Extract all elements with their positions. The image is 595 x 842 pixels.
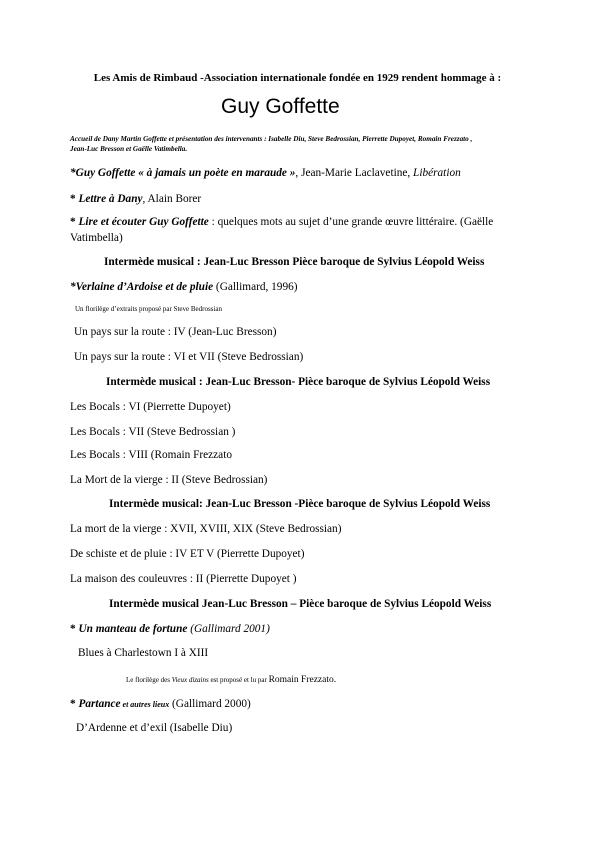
interlude-3: Intermède musical: Jean-Luc Bresson -Pièce baroque de Sylvius Léopold Weiss xyxy=(109,498,491,510)
note-text: Le florilège des xyxy=(126,676,172,684)
item-marker: * xyxy=(70,623,79,635)
item-title: Lire et écouter Guy Goffette xyxy=(78,216,209,228)
item-source: Libération xyxy=(413,167,461,179)
item-title: Partance xyxy=(78,698,121,710)
program-item-lire-cont: Vatimbella) xyxy=(70,232,123,244)
program-item-lire xyxy=(70,215,525,229)
interlude-1: Intermède musical : Jean-Luc Bresson Pièce baroque de Sylvius Léopold Weiss xyxy=(104,256,485,268)
note-title: Vieux dizains xyxy=(171,676,209,684)
reading-line: Les Bocals : VII (Steve Bedrossian ) xyxy=(70,426,236,438)
item-title-small: et autres lieux xyxy=(120,700,170,709)
interlude-4: Intermède musical Jean-Luc Bresson – Pièce baroque de Sylvius Léopold Weiss xyxy=(109,598,492,610)
note-name: Romain Frezzato xyxy=(268,675,334,685)
item-title: Un manteau de fortune xyxy=(78,623,191,635)
note-end: . xyxy=(333,675,337,685)
item-credit-close: ) xyxy=(266,623,270,635)
association-header: Les Amis de Rimbaud -Association internationale fondée en 1929 rendent hommage à : xyxy=(93,72,502,84)
interlude-2: Intermède musical : Jean-Luc Bresson- Pièce baroque de Sylvius Léopold Weiss xyxy=(106,376,491,388)
item-marker: * xyxy=(70,216,79,228)
item-credit: (Gallimard 2001 xyxy=(190,623,267,635)
reading-line: Les Bocals : VIII (Romain Frezzato xyxy=(70,449,232,461)
reading-line: La Mort de la vierge : II (Steve Bedrossian) xyxy=(70,474,268,486)
item-marker: * xyxy=(70,698,79,710)
item-marker: * xyxy=(70,167,76,179)
item-credit: (Gallimard, 1996) xyxy=(213,281,298,293)
program-item-manteau xyxy=(70,622,270,636)
item-text: : quelques mots au sujet d’une grande œuvre littéraire. (Gaëlle xyxy=(208,216,494,228)
item-title: Guy Goffette « à jamais un poète en maraude » xyxy=(75,167,296,179)
item-credit: , Jean-Marie Laclavetine, xyxy=(295,167,414,179)
intro-line-2: Jean-Luc Bresson et Gaëlle Vatimbella. xyxy=(70,145,188,153)
note-text: est proposé et lu par xyxy=(208,676,269,684)
intro-line-1: Accueil de Dany Martin Goffette et présentation des intervenants : Isabelle Diu, Steve Bedrossian, Pierrette Dupoyet, Romain Frezzato , xyxy=(70,135,473,143)
reading-line: Blues à Charlestown I à XIII xyxy=(78,647,209,659)
item-marker: * xyxy=(70,281,76,293)
item-title: Lettre à Dany xyxy=(78,193,143,205)
program-item-article xyxy=(70,166,461,180)
item-credit: (Gallimard 2000) xyxy=(169,698,251,710)
program-item-lettre xyxy=(70,192,201,206)
program-item-verlaine xyxy=(70,280,298,294)
page-title: Guy Goffette xyxy=(221,95,340,118)
program-item-partance xyxy=(70,697,251,712)
reading-line: D’Ardenne et d’exil (Isabelle Diu) xyxy=(76,722,233,734)
item-title: Verlaine d’Ardoise et de pluie xyxy=(75,281,214,293)
reading-line: De schiste et de pluie : IV ET V (Pierrette Dupoyet) xyxy=(70,548,305,560)
item-marker: * xyxy=(70,193,79,205)
reading-line: Un pays sur la route : IV (Jean-Luc Bresson) xyxy=(74,326,277,338)
reading-line: Les Bocals : VI (Pierrette Dupoyet) xyxy=(70,401,231,413)
reading-line: La maison des couleuvres : II (Pierrette Dupoyet ) xyxy=(70,573,297,585)
reading-line: Un pays sur la route : VI et VII (Steve Bedrossian) xyxy=(74,351,304,363)
item-credit: , Alain Borer xyxy=(142,193,202,205)
reading-line: La mort de la vierge : XVII, XVIII, XIX (Steve Bedrossian) xyxy=(70,523,342,535)
florilege-note-1: Un florilège d’extraits proposé par Steve Bedrossian xyxy=(75,305,222,313)
florilege-note-2 xyxy=(126,672,336,687)
